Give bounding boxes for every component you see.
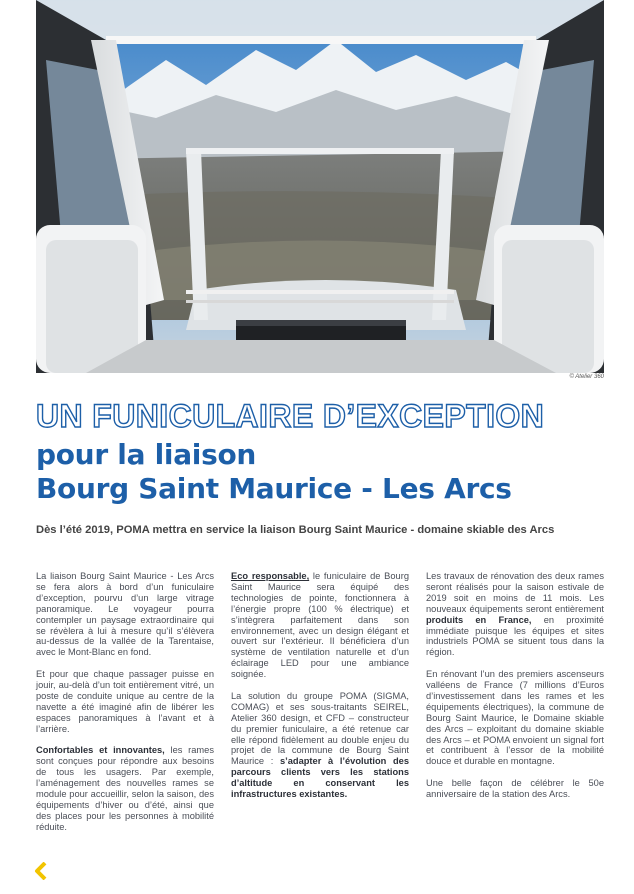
col2-paragraph-1-text: le funiculaire de Bourg Saint Maurice sera équipé des technologies de pointe, fonctionnera à l’énergie propre (100 % électrique) et s’intègrera parfaitement dans son environnement, avec un design élégant et ouvert sur l’extérieur. Il bénéficiera d’un système de ventilation naturelle et d’un éclairage LED pour une ambiance soignée. <box>231 571 409 680</box>
headline-subtitle-2: Bourg Saint Maurice - Les Arcs <box>36 472 512 505</box>
col1-paragraph-3 <box>36 745 214 832</box>
photo-credit: © Atelier 360 <box>569 374 604 380</box>
col2-paragraph-1 <box>231 571 409 680</box>
column-1 <box>36 571 214 844</box>
hero-photo <box>36 0 604 373</box>
col3-paragraph-3: Une belle façon de célébrer le 50e anniversaire de la station des Arcs. <box>426 778 604 800</box>
col1-paragraph-1: La liaison Bourg Saint Maurice - Les Arcs se fera alors à bord d’un funiculaire d’exception, pourvu d’un large vitrage panoramique. Le voyageur pourra contempler un paysage extraordinaire qui se révèlera à lui à mesure qu’il s’élèvera au-dessus de la vallée de la Tarentaise, avec le Mont-Blanc en fond. <box>36 571 214 658</box>
column-3 <box>426 571 604 811</box>
intro-lead: Dès l’été 2019, POMA mettra en service la liaison Bourg Saint Maurice - domaine skiable des Arcs <box>36 524 555 536</box>
column-2 <box>231 571 409 811</box>
col2-paragraph-2 <box>231 691 409 800</box>
col2-paragraph-2-bold: s’adapter à l’évolution des parcours clients vers les stations d’altitude en conservant les infrastructures existantes. <box>231 756 409 800</box>
col1-paragraph-3-text: les rames sont conçues pour répondre aux besoins de tous les usagers. Par exemple, l’aménagement des nouvelles rames se module pour accueillir, selon la saison, des équipements d’hiver ou d’été, ainsi que des places pour les personnes à mobilité réduite. <box>36 745 214 832</box>
col3-paragraph-1-bold: produits en France, <box>426 614 532 625</box>
col1-paragraph-2: Et pour que chaque passager puisse en jouir, au-delà d’un toit entièrement vitré, un poste de conduite unique au centre de la navette a été imaginé afin de libérer les espaces panoramiques à l’avant et à l’arrière. <box>36 669 214 734</box>
col3-paragraph-2: En rénovant l’un des premiers ascenseurs valléens de France (7 millions d’Euros d’investissement dans les rames et les équipements électriques), la commune de Bourg Saint Maurice, le Domaine skiable des Arcs – exploitant du domaine skiable des Arcs – et POMA envoient un signal fort et contribuent à l’essor de la mobilité douce et durable en montagne. <box>426 669 604 767</box>
previous-page-chevron-icon[interactable] <box>34 862 48 880</box>
col2-lead-bold: Eco responsable, <box>231 571 310 581</box>
headline-subtitle-1: pour la liaison <box>36 438 257 471</box>
headline-outline: UN FUNICULAIRE D’EXCEPTION <box>36 398 545 434</box>
col3-paragraph-1 <box>426 571 604 658</box>
col3-paragraph-1-b: en proximité immédiate puisque les équipes et sites industriels POMA se situent tous dans la région. <box>426 614 604 658</box>
col1-lead-bold: Confortables et innovantes, <box>36 745 165 756</box>
funicular-cabin-illustration <box>36 0 604 373</box>
col2-paragraph-2-text: La solution du groupe POMA (SIGMA, COMAG) et ses sous-traitants SEIREL, Atelier 360 design, et CFD – constructeur du premier funiculaire, a été retenue car elle répond fidèlement au double enjeu du projet de la commune de Bourg Saint Maurice : <box>231 690 409 767</box>
col3-paragraph-1-a: Les travaux de rénovation des deux rames seront réalisés pour la saison estivale de 2019 soit en moins de 11 mois. Les nouveaux équipements seront entièrement <box>426 571 604 614</box>
